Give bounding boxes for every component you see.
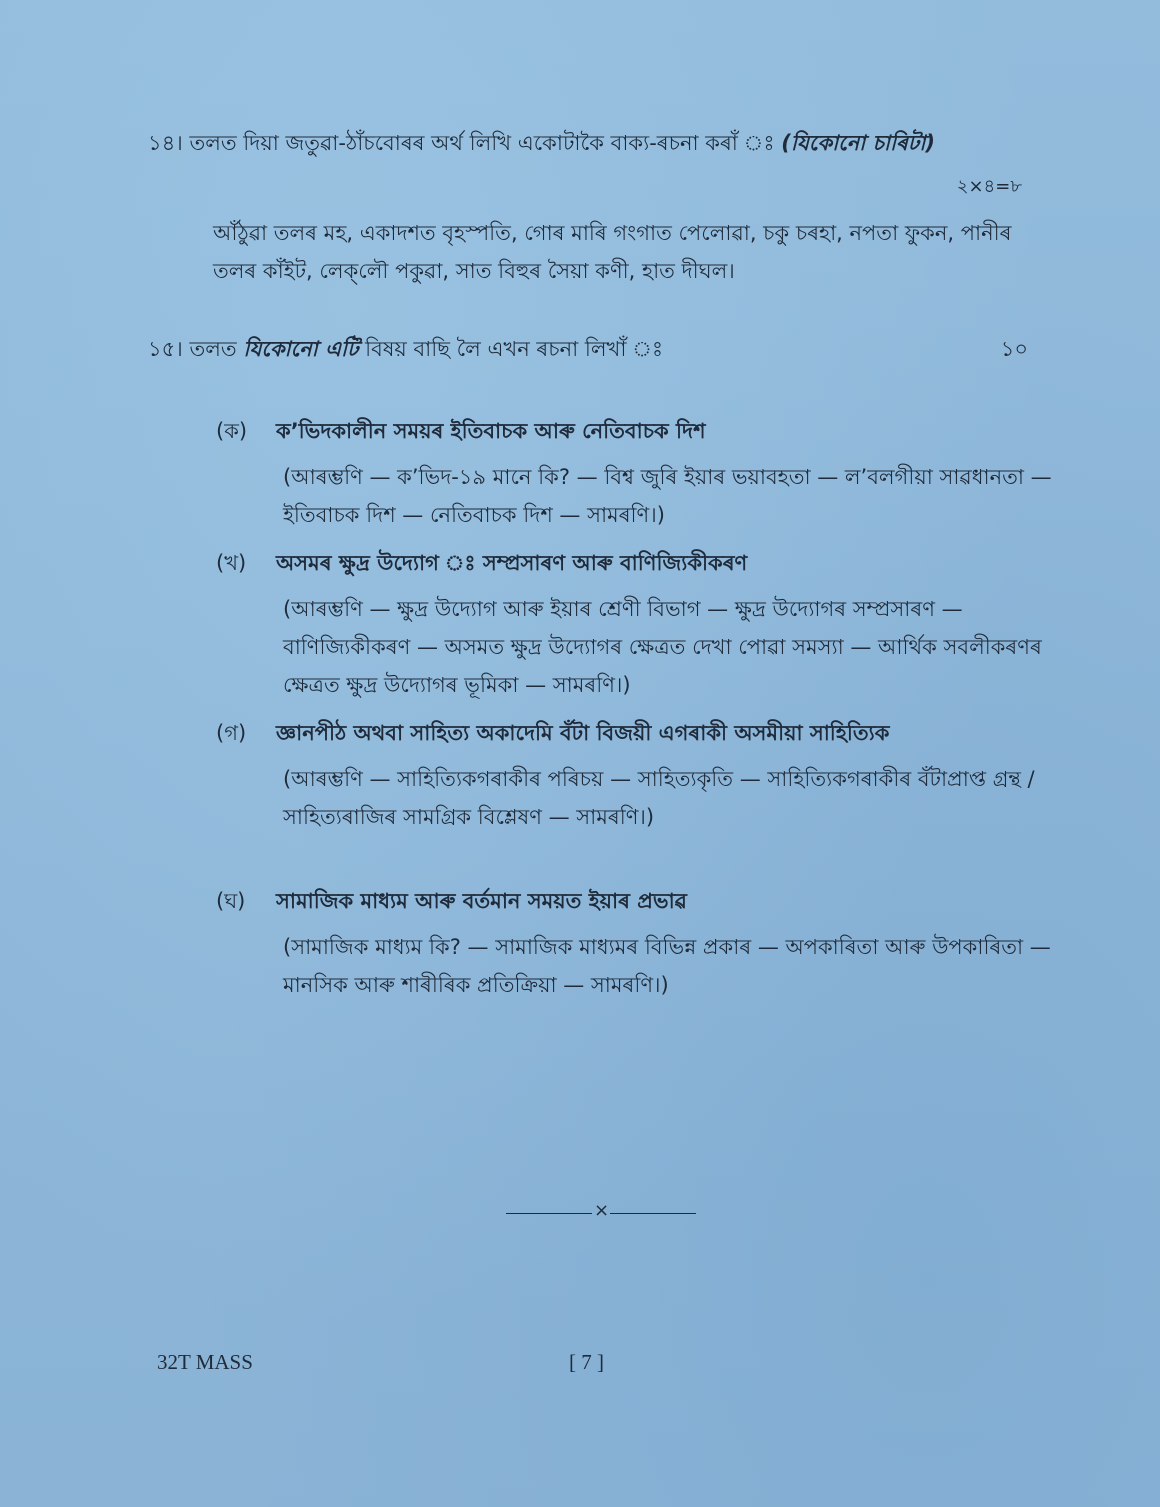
essay-option-ga-heading [216,718,889,748]
essay-option-title: অসমৰ ক্ষুদ্ৰ উদ্যোগ ঃ সম্প্ৰসাৰণ আৰু বাণিজ্যিকীকৰণ [276,551,748,575]
essay-option-label: (ক) [216,419,248,443]
essay-option-ka-outline: (আৰম্ভণি — ক’ভিদ-১৯ মানে কি? — বিশ্ব জুৰি ইয়াৰ ভয়াবহতা — ল’বলগীয়া সাৱধানতা — ইতিবাচক দিশ — নেতিবাচক দিশ — সামৰণি।) [283,465,1052,527]
essay-option-label: (ঘ) [216,889,246,913]
paper-code: 32T MASS [157,1350,253,1374]
essay-option-label: (খ) [216,551,247,575]
essay-option-title: ক’ভিদকালীন সময়ৰ ইতিবাচক আৰু নেতিবাচক দিশ [276,419,706,443]
essay-option-kha-outline: (আৰম্ভণি — ক্ষুদ্ৰ উদ্যোগ আৰু ইয়াৰ শ্ৰেণী বিভাগ — ক্ষুদ্ৰ উদ্যোগৰ সম্প্ৰসাৰণ — বাণিজ্যিকীকৰণ — অসমত ক্ষুদ্ৰ উদ্যোগৰ ক্ষেত্ৰত দেখা পোৱা সমস্যা — আৰ্থিক সবলীকৰণৰ ক্ষেত্ৰত ক্ষুদ্ৰ উদ্যোগৰ ভূমিকা — সামৰণি।) [283,597,1042,697]
essay-option-ga-outline: (আৰম্ভণি — সাহিত্যিকগৰাকীৰ পৰিচয় — সাহিত্যকৃতি — সাহিত্যিকগৰাকীৰ বঁটাপ্ৰাপ্ত গ্ৰন্থ / সাহিত্যৰাজিৰ সামগ্ৰিক বিশ্লেষণ — সামৰণি।) [283,767,1035,829]
question-14-number: ১৪। [148,131,183,155]
question-15-text-before: তলত [189,337,237,361]
question-15-line [148,334,1028,364]
question-14-text: তলত দিয়া জতুৱা-ঠাঁচবোৰৰ অৰ্থ লিখি একোটাকৈ বাক্য-ৰচনা কৰাঁ ঃ [189,131,775,155]
question-15-text-after: বিষয় বাছি লৈ এখন ৰচনা লিখাঁ ঃ [365,337,664,361]
question-15-marks: ১০ [1000,337,1028,361]
question-14-body: আঁঠুৱা তলৰ মহ, একাদশত বৃহস্পতি, গোৰ মাৰি গংগাত পেলোৱা, চকু চৰহা, নপতা ফুকন, পানীৰ তলৰ কাঁইট, লেক্‌লৌ পকুৱা, সাত বিহুৰ সৈয়া কণী, হাত দীঘল। [213,221,1012,283]
essay-option-kha-heading [216,548,747,578]
end-cross: × [594,1200,610,1221]
question-14-marks: ২×৪=৮ [956,176,1022,197]
question-15-note: যিকোনো এটি [243,337,359,361]
page-number: [ 7 ] [569,1350,604,1374]
essay-option-gha-outline: (সামাজিক মাধ্যম কি? — সামাজিক মাধ্যমৰ বিভিন্ন প্ৰকাৰ — অপকাৰিতা আৰু উপকাৰিতা — মানসিক আৰু শাৰীৰিক প্ৰতিক্ৰিয়া — সামৰণি।) [283,935,1051,997]
essay-option-title: জ্ঞানপীঠ অথবা সাহিত্য অকাদেমি বঁটা বিজয়ী এগৰাকী অসমীয়া সাহিত্যিক [276,721,890,745]
essay-option-ka-heading [216,416,706,446]
essay-option-label: (গ) [216,721,247,745]
end-of-paper-mark [506,1200,696,1224]
essay-option-gha-heading [216,886,687,916]
question-14-note: (যিকোনো চাৰিটা) [781,131,935,155]
divider-right [610,1213,696,1214]
question-14-line [148,128,935,158]
question-15-number: ১৫। [148,337,183,361]
divider-left [506,1213,592,1214]
essay-option-title: সামাজিক মাধ্যম আৰু বৰ্তমান সময়ত ইয়াৰ প্ৰভাৱ [276,889,687,913]
